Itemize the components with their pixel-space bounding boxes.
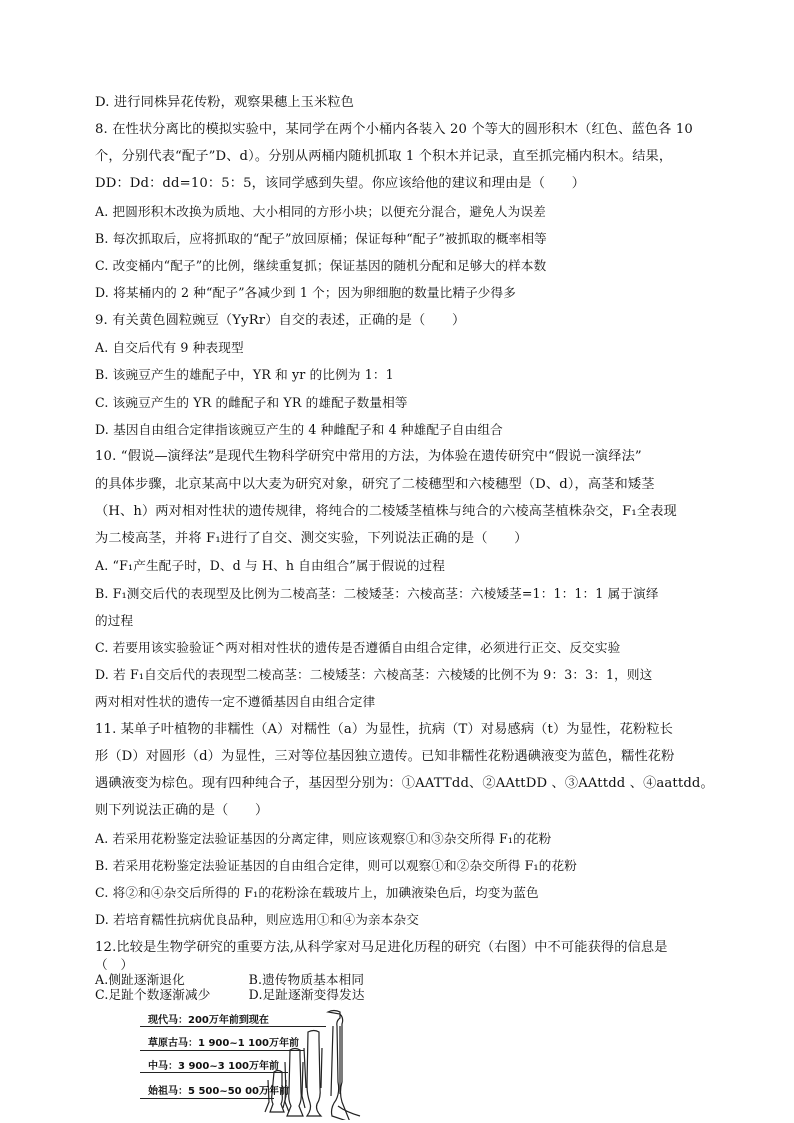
figure-divider [140,1098,274,1099]
q10-option-b: B. F₁测交后代的表现型及比例为二棱高茎：二棱矮茎：六棱高茎：六棱矮茎=1：1：1：1 属于演绎 [95,586,659,601]
q8-stem: 8. 在性状分离比的模拟实验中，某同学在两个小桶内各装入 20 个等大的圆形积木（红色、蓝色各 10 [95,122,693,137]
q10-stem: 10. “假说—演绎法”是现代生物科学研究中常用的方法，为体验在遗传研究中“假说一演绎法” [95,449,642,464]
figure-label-grassland-horse: 草原古马：1 900~1 100万年前 [148,1038,300,1049]
q9-option-d: D. 基因自由组合定律指该豌豆产生的 4 种雌配子和 4 种雄配子自由组合 [95,422,503,437]
q12-options-ab: A.侧趾逐渐退化 B.遗传物质基本相同 [95,972,365,987]
q8-option-c: C. 改变桶内“配子”的比例，继续重复抓；保证基因的随机分配和足够大的样本数 [95,258,547,273]
q9-option-b: B. 该豌豆产生的雄配子中，YR 和 yr 的比例为 1：1 [95,367,394,382]
q11-stem: 形（D）对圆形（d）为显性，三对等位基因独立遗传。已知非糯性花粉遇碘液变为蓝色，糯性花粉 [95,749,675,764]
q11-option-c: C. 将②和④杂交后所得的 F₁的花粉涂在载玻片上，加碘液染色后，均变为蓝色 [95,885,539,900]
figure-label-middle-horse: 中马：3 900~3 100万年前 [148,1061,280,1072]
q12-stem: 12.比较是生物学研究的重要方法,从科学家对马足进化历程的研究（右图）中不可能获得的信息是 [95,940,668,955]
figure-divider [140,1050,304,1051]
q10-option-c: C. 若要用该实验验证^两对相对性状的遗传是否遵循自由组合定律，必须进行正交、反交实验 [95,640,621,655]
figure-label-modern-horse: 现代马：200万年前到现在 [148,1015,269,1026]
q8-stem: DD：Dd：dd=10：5：5，该同学感到失望。你应该给他的建议和理由是（ ） [95,176,586,191]
q8-option-a: A. 把圆形积木改换为质地、大小相同的方形小块；以便充分混合，避免人为误差 [95,204,546,219]
q11-option-d: D. 若培育糯性抗病优良品种，则应选用①和④为亲本杂交 [95,912,419,927]
q10-option-b: 的过程 [95,613,134,628]
q8-option-d: D. 将某桶内的 2 种“配子”各减少到 1 个；因为卵细胞的数量比精子少得多 [95,285,517,300]
q12-options-cd: C.足趾个数逐渐减少 D.足趾逐渐变得发达 [95,987,365,1002]
q8-stem: 个，分别代表“配子”D、d）。分别从两桶内随机抓取 1 个积木并记录，直至抓完桶内积木。结果， [95,149,673,164]
figure-label-eohippus: 始祖马：5 500~50 00万年前 [148,1086,290,1097]
q10-option-a: A. “F₁产生配子时，D、d 与 H、h 自由组合”属于假说的过程 [95,558,446,573]
q9-option-a: A. 自交后代有 9 种表现型 [95,340,244,355]
figure-divider [140,1072,288,1073]
q9-stem: 9. 有关黄色圆粒豌豆（YyRr）自交的表述，正确的是（ ） [95,313,466,328]
q10-option-d: D. 若 F₁自交后代的表现型二棱高茎：二棱矮茎：六棱高茎：六棱矮的比例不为 9：3：3：1，则这 [95,667,653,682]
figure-divider [140,1026,326,1027]
horse-foot-evolution-figure [140,1008,370,1120]
q11-stem: 遇碘液变为棕色。现有四种纯合子，基因型分别为：①AATTdd、②AAttDD 、③AAttdd 、④aattdd。 [95,776,714,791]
q10-stem: 为二棱高茎，并将 F₁进行了自交、测交实验，下列说法正确的是（ ） [95,531,528,546]
q11-option-a: A. 若采用花粉鉴定法验证基因的分离定律，则应该观察①和③杂交所得 F₁的花粉 [95,831,552,846]
q11-option-b: B. 若采用花粉鉴定法验证基因的自由组合定律，则可以观察①和②杂交所得 F₁的花粉 [95,858,577,873]
q10-stem: 的具体步骤，北京某高中以大麦为研究对象，研究了二棱穗型和六棱穗型（D、d），高茎和矮茎 [95,477,655,492]
q11-stem: 11. 某单子叶植物的非糯性（A）对糯性（a）为显性，抗病（T）对易感病（t）为显性，花粉粒长 [95,722,674,737]
q12-stem: （ ） [95,957,134,972]
q7-option-d: D. 进行同株异花传粉，观察果穗上玉米粒色 [95,95,355,110]
q10-stem: （H、h）两对相对性状的遗传规律，将纯合的二棱矮茎植株与纯合的六棱高茎植株杂交，F₁全表现 [95,504,677,519]
q8-option-b: B. 每次抓取后，应将抓取的“配子”放回原桶；保证每种“配子”被抓取的概率相等 [95,231,547,246]
q11-stem: 则下列说法正确的是（ ） [95,803,269,818]
q9-option-c: C. 该豌豆产生的 YR 的雌配子和 YR 的雄配子数量相等 [95,395,408,410]
q10-option-d: 两对相对性状的遗传一定不遵循基因自由组合定律 [95,694,376,709]
